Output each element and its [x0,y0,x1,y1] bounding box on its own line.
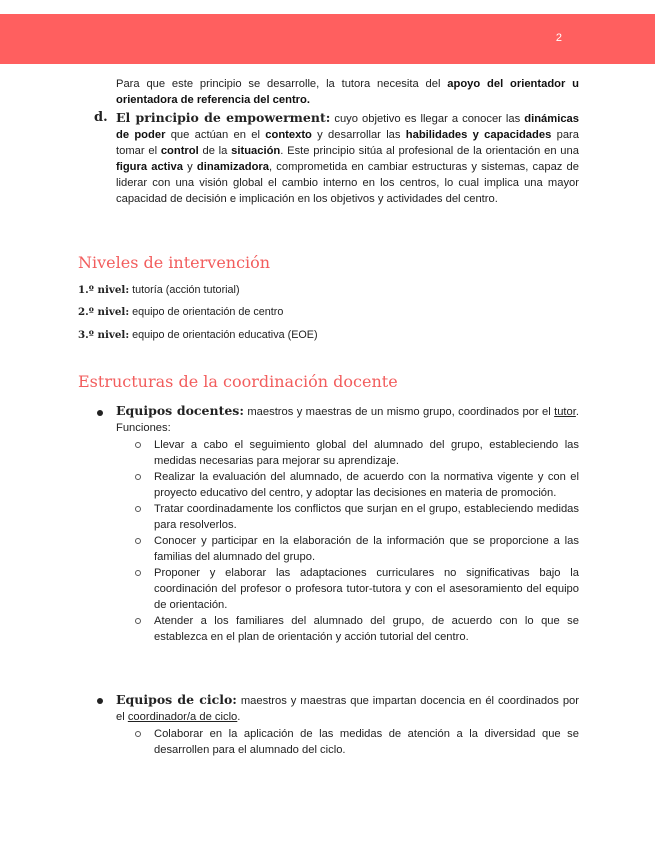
heading-niveles: Niveles de intervención [78,253,271,272]
level-1 [78,284,240,296]
text: . Funciones: [116,406,579,434]
tutor-underlined: tutor [554,406,576,418]
list-item [133,613,579,645]
bold-term: dinámicas de poder [116,113,579,141]
circle-bullet-icon [135,538,141,544]
list-item [133,469,579,501]
level-label: 2.º nivel: [78,306,130,318]
bold-term: contexto [265,129,312,141]
empowerment-paragraph [116,110,579,207]
function-text: Realizar la evaluación del alumnado, de acuerdo con la normativa vigente y con el proyecto educativo del centro, y adoptar las decisiones en materia de promoción. [154,471,579,499]
level-text: equipo de orientación educativa (EOE) [129,329,318,341]
equipos-docentes-functions [133,437,579,645]
function-text: Llevar a cabo el seguimiento global del alumnado del grupo, estableciendo las medidas necesarias para mejorar su aprendizaje. [154,439,579,467]
list-item [133,565,579,613]
circle-bullet-icon [135,506,141,512]
level-text: equipo de orientación de centro [129,306,284,318]
circle-bullet-icon [135,731,141,737]
level-text: tutoría (acción tutorial) [129,284,240,296]
equipos-ciclo-item [116,692,579,725]
text: y [182,161,197,173]
heading-estructuras: Estructuras de la coordinación docente [78,372,398,391]
list-item [133,501,579,533]
bold-term: dinamizadora [196,161,270,173]
equipos-docentes-title: Equipos docentes: [116,403,244,418]
function-text: Atender a los familiares del alumnado del grupo, de acuerdo con lo que se establezca en el plan de orientación y acción tutorial del centro. [154,615,579,643]
equipos-ciclo-title: Equipos de ciclo: [116,692,237,707]
bullet-icon [97,410,103,416]
list-item [133,726,579,758]
function-text: Colaborar en la aplicación de las medidas de atención a la diversidad que se desarrollen para el alumnado del ciclo. [154,728,579,756]
level-2 [78,306,283,318]
circle-bullet-icon [135,442,141,448]
text: cuyo objetivo es llegar a conocer las [330,113,525,125]
text: . Este principio sitúa al profesional de la orientación en una [280,145,579,157]
level-label: 3.º nivel: [78,329,130,341]
text: y desarrollar las [311,129,406,141]
text: que actúan en el [165,129,266,141]
empowerment-title: El principio de empowerment: [116,110,331,125]
circle-bullet-icon [135,618,141,624]
list-item [133,533,579,565]
list-item [133,437,579,469]
text: , comprometida en cambiar estructuras y sistemas, capaz de liderar con una visión global el cambio interno en los centros, lo cual implica una mayor capacidad de decisión e implicación en los objetivos y actividades del centro. [116,161,579,205]
equipos-docentes-item [116,403,579,436]
text: de la [198,145,232,157]
bold-term: situación [231,145,281,157]
function-text: Conocer y participar en la elaboración de la información que se proporcione a las familias del alumnado del grupo. [154,535,579,563]
level-3 [78,329,318,341]
function-text: Proponer y elaborar las adaptaciones curriculares no significativas bajo la coordinación del profesor o profesora tutor-tutora y con el asesoramiento del equipo de orientación. [154,567,579,611]
list-marker-d: d. [94,110,108,125]
equipos-ciclo-functions [133,726,579,758]
text: maestros y maestras de un mismo grupo, coordinados por el [243,406,555,418]
level-label: 1.º nivel: [78,284,130,296]
page-number: 2 [555,32,562,44]
coordinador-underlined: coordinador/a de ciclo [127,711,238,723]
continuation-bold: apoyo del orientador u orientadora de referencia del centro. [116,78,580,106]
text: . [237,711,241,723]
header-band [0,14,655,64]
bold-term: habilidades y capacidades [405,129,552,141]
circle-bullet-icon [135,570,141,576]
bold-term: control [160,145,199,157]
continuation-text: Para que este principio se desarrolle, la tutora necesita del [116,78,448,90]
bold-term: figura activa [116,161,183,173]
bullet-icon [97,698,103,704]
continuation-paragraph [116,76,579,108]
text: para tomar el [116,129,579,157]
circle-bullet-icon [135,474,141,480]
text: maestros y maestras que impartan docencia en él coordinados por el [116,695,579,723]
function-text: Tratar coordinadamente los conflictos que surjan en el grupo, estableciendo medidas para resolverlos. [154,503,579,531]
